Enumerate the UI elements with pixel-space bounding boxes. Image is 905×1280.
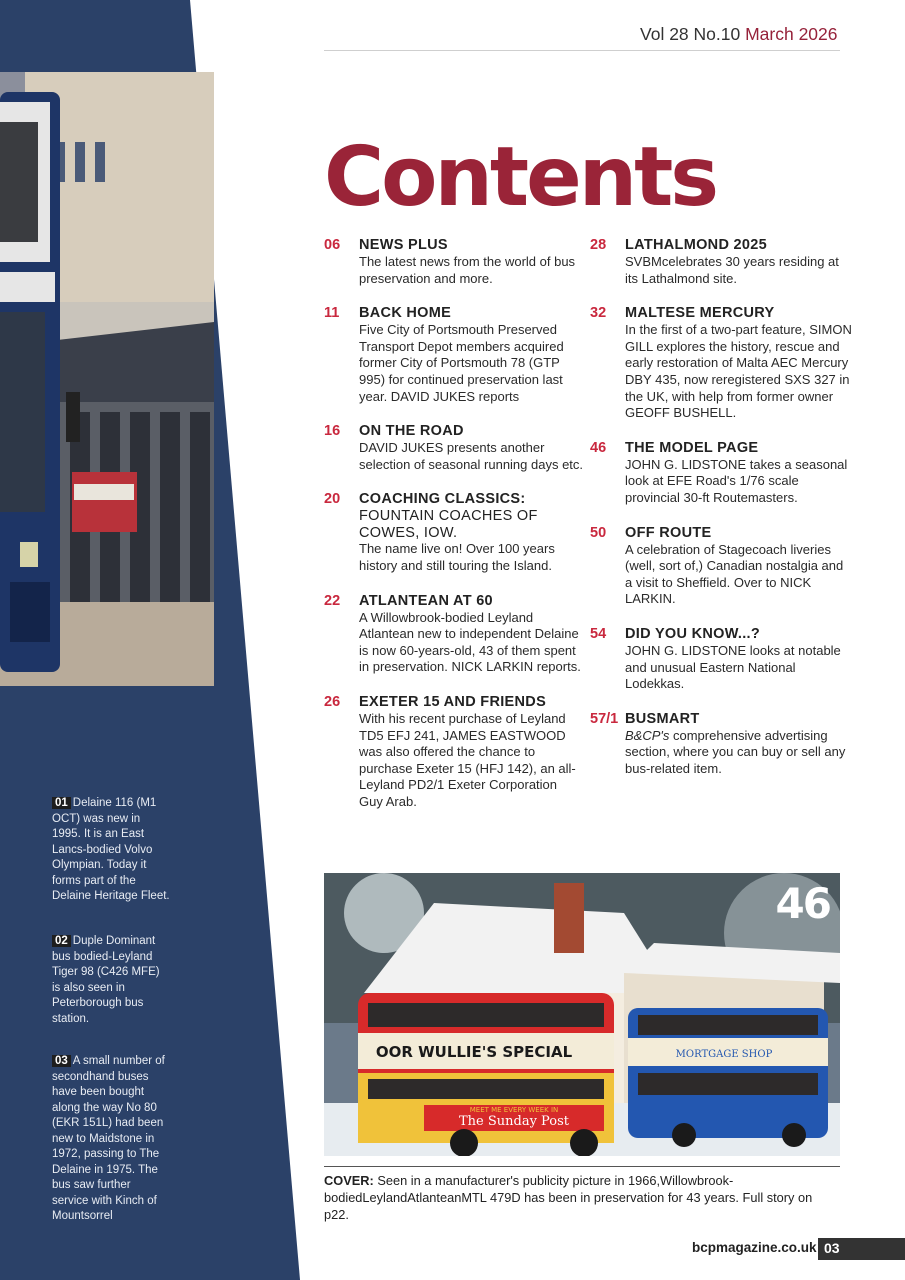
- entry-description-text: A celebration of Stagecoach liveries (well, sort of,) Canadian nostalgia and a visit to Sheffield. Over to NICK LARKIN.: [625, 541, 844, 607]
- bus-station-photo: [0, 72, 214, 686]
- entry-description-text: In the first of a two-part feature, SIMON GILL explores the history, rescue and early restoration of Malta AEC Mercury DBY 435, now reregistered SXS 327 in the UK, with help from former owner GEOFF BUSHELL.: [625, 322, 852, 421]
- entry-heading: DID YOU KNOW...?: [625, 625, 761, 642]
- contents-entry[interactable]: [324, 423, 584, 473]
- cover-page-badge: 46: [775, 879, 830, 928]
- entry-description: [359, 711, 584, 811]
- entry-description-text: JOHN G. LIDSTONE looks at notable and unusual Eastern National Lodekkas.: [625, 642, 841, 692]
- issue-number: Vol 28 No.10: [640, 24, 741, 44]
- bus-left-banner: OOR WULLIE'S SPECIAL: [375, 1043, 573, 1061]
- entry-subheading: FOUNTAIN COACHES OF COWES, IOW.: [359, 508, 538, 541]
- entry-page-number: 11: [324, 305, 340, 322]
- cover-caption-label: COVER:: [324, 1173, 374, 1188]
- entry-heading: MALTESE MERCURY: [625, 305, 775, 322]
- header-rule: [324, 50, 840, 51]
- cover-caption-text: Seen in a manufacturer's publicity picture in 1966,Willowbrook-bodiedLeylandAtlanteanMTL 479D has been in preservation for 43 years. Full story on p22.: [324, 1173, 813, 1222]
- entry-description: [625, 542, 852, 608]
- entry-description-text: The latest news from the world of bus preservation and more.: [359, 254, 576, 286]
- footer-page-number: 03: [824, 1240, 840, 1256]
- entry-heading: COACHING CLASSICS:: [359, 491, 526, 508]
- contents-entry[interactable]: [324, 305, 584, 405]
- cover-rule: [324, 1166, 840, 1167]
- page-title: Contents: [324, 130, 717, 225]
- caption-text: A small number of secondhand buses have been bought along the way No 80 (EKR 151L) had been new to Maidstone in 1972, passing to The Delaine in 1975. The bus saw further service with Kinch of Mountsorrel: [52, 1055, 165, 1222]
- entry-description: [359, 254, 584, 287]
- cover-photo: [324, 873, 840, 1156]
- entry-description-text: SVBMcelebrates 30 years residing at its Lathalmond site.: [625, 254, 839, 286]
- entry-page-number: 26: [324, 693, 341, 710]
- cover-caption: [324, 1172, 814, 1223]
- contents-entry[interactable]: [324, 593, 584, 676]
- entry-page-number: 50: [590, 524, 607, 541]
- entry-page-number: 54: [590, 625, 607, 642]
- entry-description-text: JOHN G. LIDSTONE takes a seasonal look at EFE Road's 1/76 scale provincial 30-ft Routemasters.: [625, 456, 848, 505]
- contents-entry[interactable]: [324, 237, 584, 287]
- entry-heading: OFF ROUTE: [625, 524, 712, 541]
- caption-text: Duple Dominant bus bodied-Leyland Tiger 98 (C426 MFE) is also seen in Peterborough bus station.: [52, 935, 160, 1025]
- bus-right-banner: MORTGAGE SHOP: [675, 1049, 773, 1060]
- caption-01: [52, 796, 170, 905]
- entry-description: [625, 322, 852, 422]
- entry-description-text: With his recent purchase of Leyland TD5 EFJ 241, JAMES EASTWOOD was also offered the chance to purchase Exeter 15 (HFJ 142), an all-Leyland PD2/1 Exeter Corporation Guy Arab.: [359, 710, 576, 809]
- caption-text: Delaine 116 (M1 OCT) was new in 1995. It is an East Lancs-bodied Volvo Olympian. Today it forms part of the Delaine Heritage Fleet.: [52, 797, 170, 902]
- entry-description-text: DAVID JUKES presents another selection of seasonal running days etc.: [359, 440, 584, 472]
- bus-left-paper: The Sunday Post: [458, 1114, 570, 1129]
- contents-right-column: [590, 237, 852, 795]
- entry-heading: LATHALMOND 2025: [625, 237, 767, 253]
- contents-entry[interactable]: [590, 626, 852, 693]
- contents-left-column: [324, 237, 584, 828]
- entry-description: [625, 643, 852, 693]
- contents-entry[interactable]: [590, 237, 852, 287]
- contents-entry[interactable]: [324, 491, 584, 574]
- footer-website: bcpmagazine.co.uk: [692, 1240, 817, 1255]
- contents-entry[interactable]: [590, 525, 852, 608]
- entry-description-text: The name live on! Over 100 years history and still touring the Island.: [359, 541, 555, 573]
- entry-description: [359, 322, 584, 405]
- entry-description: [625, 254, 852, 287]
- caption-number: 01: [52, 797, 71, 809]
- issue-header: [640, 24, 838, 45]
- entry-description: [359, 541, 584, 574]
- entry-page-number: 16: [324, 423, 341, 440]
- entry-description: [359, 610, 584, 676]
- caption-number: 02: [52, 935, 71, 947]
- entry-heading: THE MODEL PAGE: [625, 439, 759, 456]
- caption-02: [52, 934, 170, 1027]
- caption-03: [52, 1054, 170, 1225]
- entry-heading: BACK HOME: [359, 305, 452, 322]
- entry-description: [359, 440, 584, 473]
- caption-number: 03: [52, 1055, 71, 1067]
- entry-page-number: 57/1: [590, 710, 619, 727]
- contents-entry[interactable]: [590, 440, 852, 507]
- entry-page-number: 20: [324, 491, 341, 508]
- entry-page-number: 46: [590, 439, 607, 456]
- entry-heading: EXETER 15 AND FRIENDS: [359, 693, 547, 710]
- entry-heading: ATLANTEAN AT 60: [359, 592, 493, 609]
- bus-left-lower-text: MEET ME EVERY WEEK IN: [469, 1106, 559, 1114]
- entry-description-text: A Willowbrook-bodied Leyland Atlantean new to independent Delaine is now 60-years-old, 43 of them spent in preservation. NICK LARKIN reports.: [359, 609, 581, 675]
- contents-entry[interactable]: [590, 305, 852, 422]
- contents-entry[interactable]: [324, 694, 584, 811]
- entry-page-number: 06: [324, 237, 341, 253]
- entry-page-number: 22: [324, 592, 341, 609]
- entry-description-text: Five City of Portsmouth Preserved Transport Depot members acquired former City of Portsmouth 78 (GTP 995) for continued preservation last year. DAVID JUKES reports: [359, 322, 564, 404]
- entry-description-text: comprehensive advertising section, where you can buy or sell any bus-related item.: [625, 727, 846, 776]
- entry-heading: ON THE ROAD: [359, 423, 464, 440]
- contents-entry[interactable]: [590, 711, 852, 778]
- entry-description: [625, 728, 852, 778]
- issue-date: March 2026: [745, 24, 838, 44]
- entry-description-italic: B&CP's: [625, 727, 670, 743]
- entry-heading: BUSMART: [625, 710, 700, 727]
- entry-description: [625, 457, 852, 507]
- entry-page-number: 28: [590, 237, 607, 253]
- entry-page-number: 32: [590, 305, 607, 322]
- entry-heading: NEWS PLUS: [359, 237, 448, 253]
